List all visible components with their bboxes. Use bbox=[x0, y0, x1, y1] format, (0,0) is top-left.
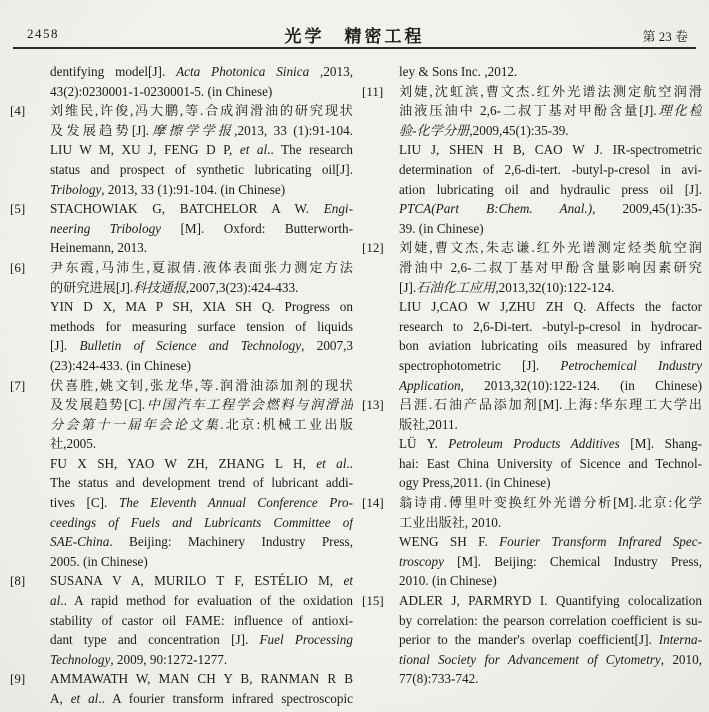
reference-line: (23):424-433. (in Chinese) bbox=[50, 357, 192, 373]
reference-entry bbox=[10, 62, 353, 101]
reference-line: [J]. Bulletin of Science and Technology, 2007,3 bbox=[50, 338, 353, 354]
reference-line: LIU J,CAO W J,ZHU ZH Q. Affects the factor bbox=[399, 299, 702, 315]
reference-number: [11] bbox=[362, 83, 384, 99]
reference-line: 伏喜胜,姚文钊,张龙华,等.润滑油添加剂的现状 bbox=[50, 377, 353, 393]
reference-line: spectrophotometric [J]. Petrochemical Industry bbox=[399, 357, 702, 373]
reference-line: 翁诗甫.傅里叶变换红外光谱分析[M].北京:化学 bbox=[399, 495, 702, 511]
reference-line: 油液压油中 2,6-二叔丁基对甲酚含量[J].理化检 bbox=[399, 103, 702, 119]
reference-entry bbox=[10, 376, 353, 572]
reference-line: ation lubricating oil and hydraulic press oil [J]. bbox=[399, 181, 702, 197]
reference-entry bbox=[362, 591, 702, 689]
reference-line: 工业出版社, 2010. bbox=[399, 514, 502, 530]
journal-title: 光学 精密工程 bbox=[284, 27, 425, 46]
reference-line: 版社,2011. bbox=[399, 416, 458, 432]
reference-line: LÜ Y. Petroleum Products Additives [M]. Shang- bbox=[399, 436, 702, 452]
reference-text bbox=[50, 669, 353, 708]
reference-number: [8] bbox=[10, 573, 26, 589]
reference-number: [7] bbox=[10, 377, 26, 393]
reference-number: [9] bbox=[10, 671, 26, 687]
reference-line: YIN D X, MA P SH, XIA SH Q. Progress on bbox=[50, 299, 353, 315]
reference-line: Heinemann, 2013. bbox=[50, 240, 148, 256]
reference-line: ogy Press,2011. (in Chinese) bbox=[399, 475, 551, 491]
reference-line: 刘维民,许俊,冯大鹏,等.合成润滑油的研究现状 bbox=[50, 103, 353, 119]
reference-text bbox=[399, 395, 702, 493]
reference-line: hai: East China University of Sicence and Technol- bbox=[399, 455, 702, 471]
reference-line: 刘婕,曹文杰,朱志谦.红外光谱测定烃类航空润 bbox=[399, 240, 702, 256]
reference-text bbox=[399, 238, 702, 395]
reference-line: stability of castor oil FAME: influence of antioxi- bbox=[50, 612, 353, 628]
reference-line: Application, 2013,32(10):122-124. (in Chinese) bbox=[399, 377, 702, 393]
references-section bbox=[0, 62, 709, 712]
reference-line: FU X SH, YAO W ZH, ZHANG L H, et al.. bbox=[50, 455, 353, 471]
reference-line: perior to the mander's overlap coefficient[J]. Interna- bbox=[399, 632, 702, 648]
reference-line: neering Tribology [M]. Oxford: Butterworth- bbox=[50, 220, 353, 236]
reference-entry bbox=[362, 493, 702, 591]
reference-text bbox=[50, 62, 353, 101]
reference-text bbox=[50, 571, 353, 669]
reference-number: [12] bbox=[362, 240, 384, 256]
reference-line: ley & Sons Inc. ,2012. bbox=[399, 64, 518, 79]
reference-line: ceedings of Fuels and Lubricants Committee of bbox=[50, 514, 353, 530]
reference-line: 43(2):0230001-1-0230001-5. (in Chinese) bbox=[50, 83, 273, 99]
reference-line: 滑油中 2,6-二叔丁基对甲酚含量影响因素研究 bbox=[399, 259, 702, 275]
reference-line: bon aviation lubricating oils measured by infrared bbox=[399, 338, 702, 354]
reference-line: troscopy [M]. Beijing: Chemical Industry Press, bbox=[399, 553, 702, 569]
reference-entry bbox=[362, 62, 702, 82]
reference-number: [4] bbox=[10, 103, 26, 119]
reference-line: [J].石油化工应用,2013,32(10):122-124. bbox=[399, 279, 615, 295]
reference-line: methods for measuring surface tension of liquids bbox=[50, 318, 353, 334]
reference-text bbox=[50, 199, 353, 258]
reference-line: STACHOWIAK G, BATCHELOR A W. Engi- bbox=[50, 201, 353, 217]
reference-entry bbox=[10, 101, 353, 199]
reference-line: A, et al.. A fourier transform infrared spectroscopic bbox=[50, 691, 353, 706]
reference-number: [13] bbox=[362, 397, 384, 413]
reference-line: al.. A rapid method for evaluation of the oxidation bbox=[50, 593, 353, 609]
reference-line: status and prospect of synthetic lubricating oil[J]. bbox=[50, 161, 353, 177]
header-rule bbox=[13, 47, 696, 49]
reference-line: SAE-China. Beijing: Machinery Industry Press, bbox=[50, 534, 353, 550]
reference-text bbox=[399, 62, 702, 82]
reference-line: PTCA(Part B:Chem. Anal.), 2009,45(1):35- bbox=[399, 201, 702, 217]
reference-line: 的研究进展[J].科技通报,2007,3(23):424-433. bbox=[50, 279, 299, 295]
reference-entry bbox=[362, 395, 702, 493]
page-number: 2458 bbox=[27, 26, 59, 41]
reference-line: 77(8):733-742. bbox=[399, 671, 479, 687]
reference-line: 及发展趋势[J].摩擦学学报,2013, 33 (1):91-104. bbox=[50, 122, 353, 138]
page-header bbox=[0, 20, 709, 46]
reference-text bbox=[399, 591, 702, 689]
reference-number: [5] bbox=[10, 201, 26, 217]
reference-line: dant type and concentration [J]. Fuel Processing bbox=[50, 632, 353, 648]
reference-line: The status and development trend of lubricant addi- bbox=[50, 475, 353, 491]
reference-number: [6] bbox=[10, 259, 26, 275]
references-column-right bbox=[362, 62, 702, 689]
reference-number: [14] bbox=[362, 495, 384, 511]
reference-line: 尹东霞,马沛生,夏淑倩.液体表面张力测定方法 bbox=[50, 259, 353, 275]
reference-line: 分会第十一届年会论文集.北京:机械工业出版 bbox=[50, 416, 353, 432]
reference-line: LIU W M, XU J, FENG D P, et al.. The research bbox=[50, 142, 353, 158]
reference-entry bbox=[10, 199, 353, 258]
reference-line: determination of 2,6-di-tert. -butyl-p-cresol in avi- bbox=[399, 161, 702, 177]
reference-line: LIU J, SHEN H B, CAO W J. IR-spectrometric bbox=[399, 142, 702, 158]
reference-text bbox=[50, 376, 353, 572]
reference-entry bbox=[362, 238, 702, 395]
reference-number: [15] bbox=[362, 593, 384, 609]
reference-entry bbox=[10, 258, 353, 376]
reference-line: 刘婕,沈虹滨,曹文杰.红外光谱法测定航空润滑 bbox=[399, 83, 702, 99]
reference-entry bbox=[10, 669, 353, 708]
reference-line: tives [C]. The Eleventh Annual Conference Pro- bbox=[50, 495, 353, 511]
reference-line: Tribology, 2013, 33 (1):91-104. (in Chinese) bbox=[50, 181, 286, 197]
reference-text bbox=[399, 82, 702, 239]
reference-line: 39. (in Chinese) bbox=[399, 220, 484, 236]
reference-line: 及发展趋势[C].中国汽车工程学会燃料与润滑油 bbox=[50, 397, 353, 413]
reference-line: 2010. (in Chinese) bbox=[399, 573, 497, 589]
reference-line: research to 2,6-Di-tert. -butyl-p-cresol in hydrocar- bbox=[399, 318, 702, 334]
reference-line: Technology, 2009, 90:1272-1277. bbox=[50, 651, 228, 667]
reference-line: tional Society for Advancement of Cytometry, 2010, bbox=[399, 651, 702, 667]
reference-line: ADLER J, PARMRYD I. Quantifying colocalization bbox=[399, 593, 702, 609]
reference-text bbox=[50, 258, 353, 376]
reference-line: WENG SH F. Fourier Transform Infrared Spec- bbox=[399, 534, 702, 550]
volume-label: 第 23 卷 bbox=[642, 29, 688, 44]
reference-line: 吕涯.石油产品添加剂[M].上海:华东理工大学出 bbox=[399, 397, 702, 413]
references-column-left bbox=[10, 62, 353, 709]
reference-text bbox=[399, 493, 702, 591]
reference-entry bbox=[362, 82, 702, 239]
reference-entry bbox=[10, 571, 353, 669]
reference-line: SUSANA V A, MURILO T F, ESTÉLIO M, et bbox=[50, 573, 353, 589]
reference-line: 验-化学分册,2009,45(1):35-39. bbox=[399, 122, 569, 138]
reference-line: 2005. (in Chinese) bbox=[50, 553, 148, 569]
reference-line: dentifying model[J]. Acta Photonica Sinica ,2013, bbox=[50, 64, 353, 79]
reference-line: AMMAWATH W, MAN CH Y B, RANMAN R B bbox=[50, 671, 353, 687]
reference-line: by correlation: the pearson correlation coefficient is su- bbox=[399, 612, 702, 628]
reference-text bbox=[50, 101, 353, 199]
reference-line: 社,2005. bbox=[50, 436, 97, 452]
